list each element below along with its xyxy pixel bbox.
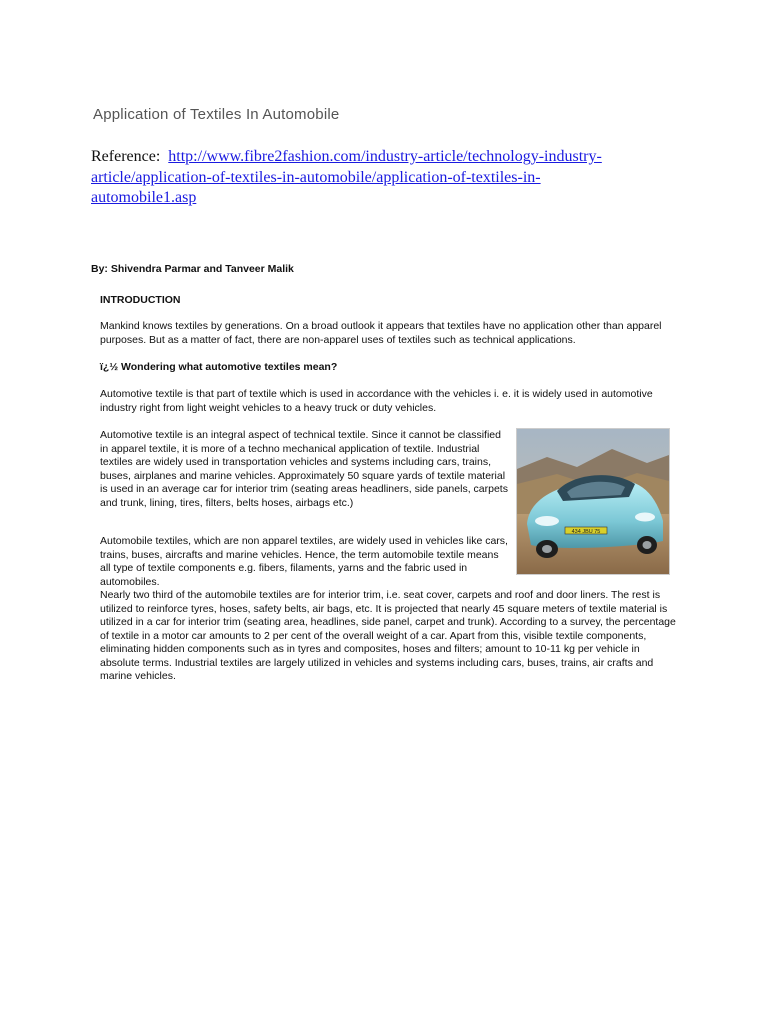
section-heading-introduction: INTRODUCTION <box>100 294 181 306</box>
paragraph-technical-textile: Automotive textile is an integral aspect of technical textile. Since it cannot be classified in apparel textile, it is more of a techno mechanical application of textile. Industrial textiles are widely used in transportation vehicles and systems including cars, trains, buses, airplanes and marine vehicles. Approximately 50 square yards of textile material is used in an average car for interior trim (seating areas headliners, side panels, carpets and trunk, lining, tires, filters, belts hoses, airbags etc.) <box>100 429 508 509</box>
paragraph-interior-trim: Nearly two third of the automobile textiles are for interior trim, i.e. seat cover, carpets and roof and door liners. The rest is utilized to reinforce tyres, hoses, safety belts, air bags, etc. It is projected that nearly 45 square meters of textile material is utilized in a car for interior trim (seating area, headlines, side panel, carpet and trunk). According to a survey, the percentage of textile in a motor car amounts to 2 per cent of the overall weight of a car. Apart from this, visible textile components, eliminating hidden components such as in tyres and composites, hoses and filters; amount to 10-11 kg per vehicle in absolute terms. Industrial textiles are largely utilized in vehicles and systems including cars, buses, trains, air crafts and marine vehicles. <box>100 589 676 682</box>
car-image <box>516 428 670 575</box>
reference-link-line-2: article/application-of-textiles-in-automobile/application-of-textiles-in- <box>91 168 541 186</box>
reference-label: Reference: <box>91 148 161 165</box>
reference-link-line-1: http://www.fibre2fashion.com/industry-article/technology-industry- <box>168 148 602 165</box>
reference-block <box>91 147 651 209</box>
paragraph-definition: Automotive textile is that part of textile which is used in accordance with the vehicles i. e. it is widely used in automotive industry right from light weight vehicles to a heavy truck or duty vehicles. <box>100 388 653 414</box>
reference-link-line-3: automobile1.asp <box>91 189 197 206</box>
byline: By: Shivendra Parmar and Tanveer Malik <box>91 263 294 275</box>
paragraph-automobile-textiles: Automobile textiles, which are non apparel textiles, are widely used in vehicles like cars, trains, buses, aircrafts and marine vehicles. Hence, the term automobile textile means all type of textile components e.g. fibers, filaments, yarns and the fabric used in automobiles. <box>100 535 508 588</box>
reference-link[interactable] <box>91 148 602 206</box>
license-plate: 434 JBU 75 <box>571 529 601 535</box>
question-heading: ï¿½ Wondering what automotive textiles mean? <box>100 361 338 373</box>
paragraph-intro: Mankind knows textiles by generations. On a broad outlook it appears that textiles have no application other than apparel purposes. But as a matter of fact, there are non-apparel uses of textiles such as technical applications. <box>100 320 662 346</box>
document-title: Application of Textiles In Automobile <box>93 106 340 123</box>
car-illustration <box>517 429 669 574</box>
